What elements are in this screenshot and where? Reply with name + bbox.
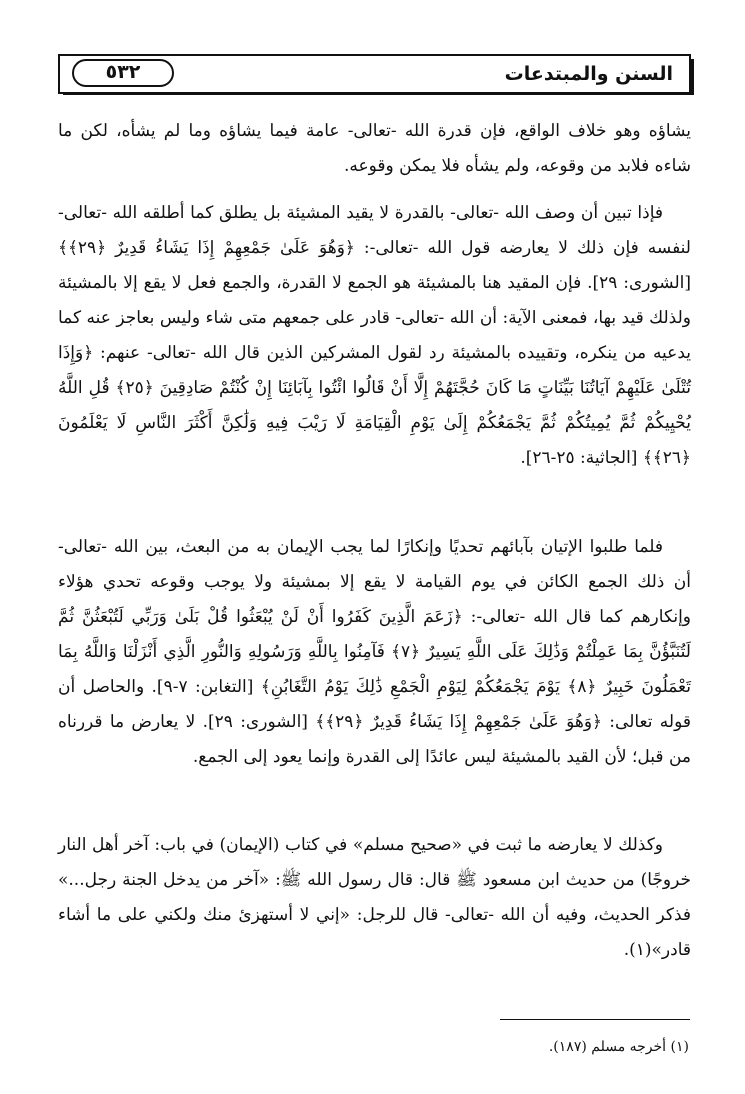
footnote-separator bbox=[500, 1019, 690, 1020]
paragraph-4: وكذلك لا يعارضه ما ثبت في «صحيح مسلم» في كتاب (الإيمان) في باب: آخر أهل النار خروجًا) من حديث ابن مسعود ﷺ قال: قال رسول الله ﷺ: «آخر من يدخل الجنة رجل...» فذكر الحديث، وفيه أن الله -تعالى- قال للرجل: «إني لا أستهزئ منك ولكني على ما أشاء قادر»(١). bbox=[58, 835, 691, 960]
header-shadow-bottom bbox=[63, 92, 694, 95]
header-shadow-right bbox=[691, 59, 694, 94]
page-header bbox=[58, 54, 691, 94]
book-title: السنن والمبتدعات bbox=[504, 63, 673, 85]
header-frame bbox=[58, 54, 691, 94]
footnote: (١) أخرجه مسلم (١٨٧). bbox=[548, 1039, 689, 1055]
paragraph-3: فلما طلبوا الإتيان بآبائهم تحديًا وإنكارًا لما يجب الإيمان به من البعث، بين الله -تعالى- أن ذلك الجمع الكائن في يوم القيامة لا يقع إلا بمشيئة ولا يوجب وقوعه تحدي هؤلاء وإنكارهم كما قال الله -تعالى-: ﴿زَعَمَ الَّذِينَ كَفَرُوا أَنْ لَنْ يُبْعَثُوا قُلْ بَلَىٰ وَرَبِّي لَتُبْعَثُنَّ ثُمَّ لَتُنَبَّؤُنَّ بِمَا عَمِلْتُمْ وَذَٰلِكَ عَلَى اللَّهِ يَسِيرٌ ﴿٧﴾ فَآمِنُوا بِاللَّهِ وَرَسُولِهِ وَالنُّورِ الَّذِي أَنْزَلْنَا وَاللَّهُ بِمَا تَعْمَلُونَ خَبِيرٌ ﴿٨﴾ يَوْمَ يَجْمَعُكُمْ لِيَوْمِ الْجَمْعِ ذَٰلِكَ يَوْمُ التَّغَابُنِ﴾ [التغابن: ٧-٩]. والحاصل أن قوله تعالى: ﴿وَهُوَ عَلَىٰ جَمْعِهِمْ إِذَا يَشَاءُ قَدِيرٌ ﴿٢٩﴾﴾ [الشورى: ٢٩]. لا يعارض ما قررناه من قبل؛ لأن القيد بالمشيئة ليس عائدًا إلى القدرة وإنما يعود إلى الجمع. bbox=[58, 537, 691, 767]
paragraph-1: يشاؤه وهو خلاف الواقع، فإن قدرة الله -تعالى- عامة فيما يشاؤه وما لم يشأه، لكن ما شاءه فلابد من وقوعه، ولم يشأه فلا يمكن وقوعه. bbox=[58, 121, 691, 176]
page-number-badge bbox=[72, 59, 174, 87]
page-number: ٥٣٢ bbox=[105, 61, 141, 83]
paragraph-2: فإذا تبين أن وصف الله -تعالى- بالقدرة لا يقيد المشيئة بل يطلق كما أطلقه الله -تعالى- لنفسه فإن ذلك لا يعارضه قول الله -تعالى-: ﴿وَهُوَ عَلَىٰ جَمْعِهِمْ إِذَا يَشَاءُ قَدِيرٌ ﴿٢٩﴾﴾ [الشورى: ٢٩]. فإن المقيد هنا بالمشيئة هو الجمع لا القدرة، والجمع فعل لا يقع إلا بالمشيئة ولذلك قيد بها، فمعنى الآية: أن الله -تعالى- قادر على جمعهم متى شاء وليس بعاجز عنه كما يدعيه من ينكره، وتقييده بالمشيئة رد لقول المشركين الذين قال الله -تعالى- عنهم: ﴿وَإِذَا تُتْلَىٰ عَلَيْهِمْ آيَاتُنَا بَيِّنَاتٍ مَا كَانَ حُجَّتَهُمْ إِلَّا أَنْ قَالُوا ائْتُوا بِآبَائِنَا إِنْ كُنْتُمْ صَادِقِينَ ﴿٢٥﴾ قُلِ اللَّهُ يُحْيِيكُمْ ثُمَّ يُمِيتُكُمْ ثُمَّ يَجْمَعُكُمْ إِلَىٰ يَوْمِ الْقِيَامَةِ لَا رَيْبَ فِيهِ وَلَٰكِنَّ أَكْثَرَ النَّاسِ لَا يَعْلَمُونَ ﴿٢٦﴾﴾ [الجاثية: ٢٥-٢٦]. bbox=[58, 203, 691, 468]
